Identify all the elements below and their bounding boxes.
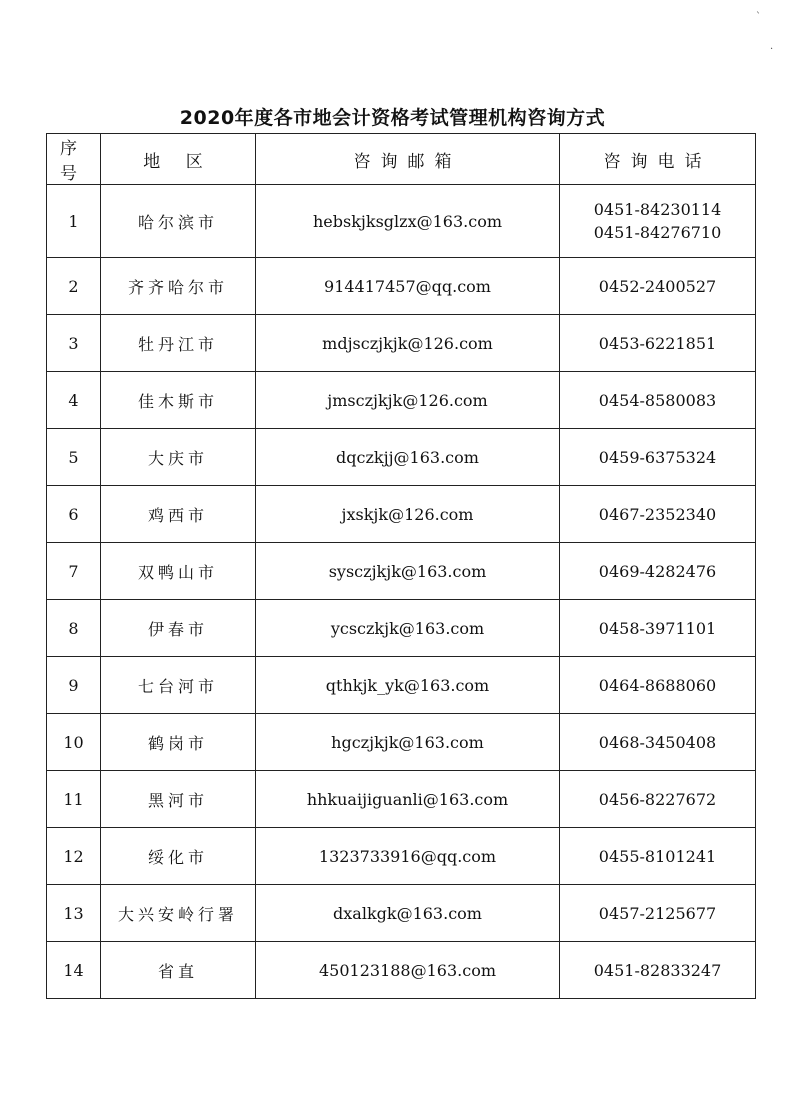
phone-number: 0455-8101241 — [598, 846, 717, 866]
cell-phone — [560, 372, 756, 429]
table-row — [47, 657, 756, 714]
header-index: 序号 — [47, 134, 101, 185]
cell-phone — [560, 315, 756, 372]
cell-region: 佳木斯市 — [101, 372, 256, 429]
contact-table — [46, 133, 756, 999]
phone-number: 0464-8688060 — [598, 675, 717, 695]
cell-index: 6 — [47, 486, 101, 543]
cell-email: sysczjkjk@163.com — [256, 543, 560, 600]
cell-phone — [560, 185, 756, 258]
table-row — [47, 714, 756, 771]
cell-email: dxalkgk@163.com — [256, 885, 560, 942]
cell-email: qthkjk_yk@163.com — [256, 657, 560, 714]
cell-region: 牡丹江市 — [101, 315, 256, 372]
cell-index: 11 — [47, 771, 101, 828]
page-title: 2020年度各市地会计资格考试管理机构咨询方式 — [179, 107, 606, 129]
table-row — [47, 942, 756, 999]
cell-phone — [560, 828, 756, 885]
table-row — [47, 486, 756, 543]
cell-email: ycsczkjk@163.com — [256, 600, 560, 657]
cell-email: hebskjksglzx@163.com — [256, 185, 560, 258]
table-row — [47, 258, 756, 315]
phone-number: 0469-4282476 — [598, 561, 717, 581]
phone-number: 0452-2400527 — [598, 276, 717, 296]
cell-phone — [560, 486, 756, 543]
cell-index: 14 — [47, 942, 101, 999]
phone-number: 0451-82833247 — [593, 960, 722, 980]
cell-index: 10 — [47, 714, 101, 771]
phone-number: 0459-6375324 — [598, 447, 717, 467]
cell-region: 黑河市 — [101, 771, 256, 828]
cell-email: dqczkjj@163.com — [256, 429, 560, 486]
cell-region: 哈尔滨市 — [101, 185, 256, 258]
phone-number: 0467-2352340 — [598, 504, 717, 524]
cell-region: 齐齐哈尔市 — [101, 258, 256, 315]
table-row — [47, 828, 756, 885]
table-row — [47, 315, 756, 372]
cell-index: 4 — [47, 372, 101, 429]
header-phone: 咨询电话 — [560, 134, 756, 185]
cell-phone — [560, 942, 756, 999]
scan-speck: ` — [756, 12, 761, 23]
cell-phone — [560, 258, 756, 315]
cell-email: hgczjkjk@163.com — [256, 714, 560, 771]
table-row — [47, 372, 756, 429]
cell-phone — [560, 771, 756, 828]
cell-index: 1 — [47, 185, 101, 258]
cell-email: jmsczjkjk@126.com — [256, 372, 560, 429]
cell-index: 9 — [47, 657, 101, 714]
phone-number: 0451-84276710 — [593, 223, 722, 242]
table-row — [47, 771, 756, 828]
cell-phone — [560, 600, 756, 657]
phone-number: 0468-3450408 — [598, 732, 717, 752]
phone-number: 0457-2125677 — [598, 903, 717, 923]
cell-region: 双鸭山市 — [101, 543, 256, 600]
table-row — [47, 885, 756, 942]
header-region: 地 区 — [101, 134, 256, 185]
header-email: 咨询邮箱 — [256, 134, 560, 185]
cell-email: 914417457@qq.com — [256, 258, 560, 315]
cell-index: 5 — [47, 429, 101, 486]
cell-email: mdjsczjkjk@126.com — [256, 315, 560, 372]
scan-speck: · — [770, 44, 774, 55]
cell-email: 450123188@163.com — [256, 942, 560, 999]
cell-email: hhkuaijiguanli@163.com — [256, 771, 560, 828]
cell-phone — [560, 714, 756, 771]
cell-region: 省直 — [101, 942, 256, 999]
cell-index: 12 — [47, 828, 101, 885]
phone-number: 0451-84230114 — [593, 200, 722, 219]
cell-phone — [560, 543, 756, 600]
cell-index: 7 — [47, 543, 101, 600]
cell-phone — [560, 429, 756, 486]
cell-index: 8 — [47, 600, 101, 657]
table-header-row — [47, 134, 756, 185]
cell-region: 大庆市 — [101, 429, 256, 486]
table-row — [47, 600, 756, 657]
cell-index: 2 — [47, 258, 101, 315]
phone-number: 0456-8227672 — [598, 789, 717, 809]
table-body — [47, 185, 756, 999]
cell-index: 3 — [47, 315, 101, 372]
cell-email: 1323733916@qq.com — [256, 828, 560, 885]
cell-region: 大兴安岭行署 — [101, 885, 256, 942]
phone-number: 0458-3971101 — [598, 618, 717, 638]
table-row — [47, 185, 756, 258]
cell-region: 鹤岗市 — [101, 714, 256, 771]
cell-region: 鸡西市 — [101, 486, 256, 543]
cell-index: 13 — [47, 885, 101, 942]
table-row — [47, 429, 756, 486]
cell-phone — [560, 885, 756, 942]
table-row — [47, 543, 756, 600]
cell-region: 七台河市 — [101, 657, 256, 714]
phone-number: 0454-8580083 — [598, 390, 717, 410]
cell-email: jxskjk@126.com — [256, 486, 560, 543]
cell-region: 绥化市 — [101, 828, 256, 885]
cell-phone — [560, 657, 756, 714]
cell-region: 伊春市 — [101, 600, 256, 657]
phone-number: 0453-6221851 — [598, 333, 717, 353]
